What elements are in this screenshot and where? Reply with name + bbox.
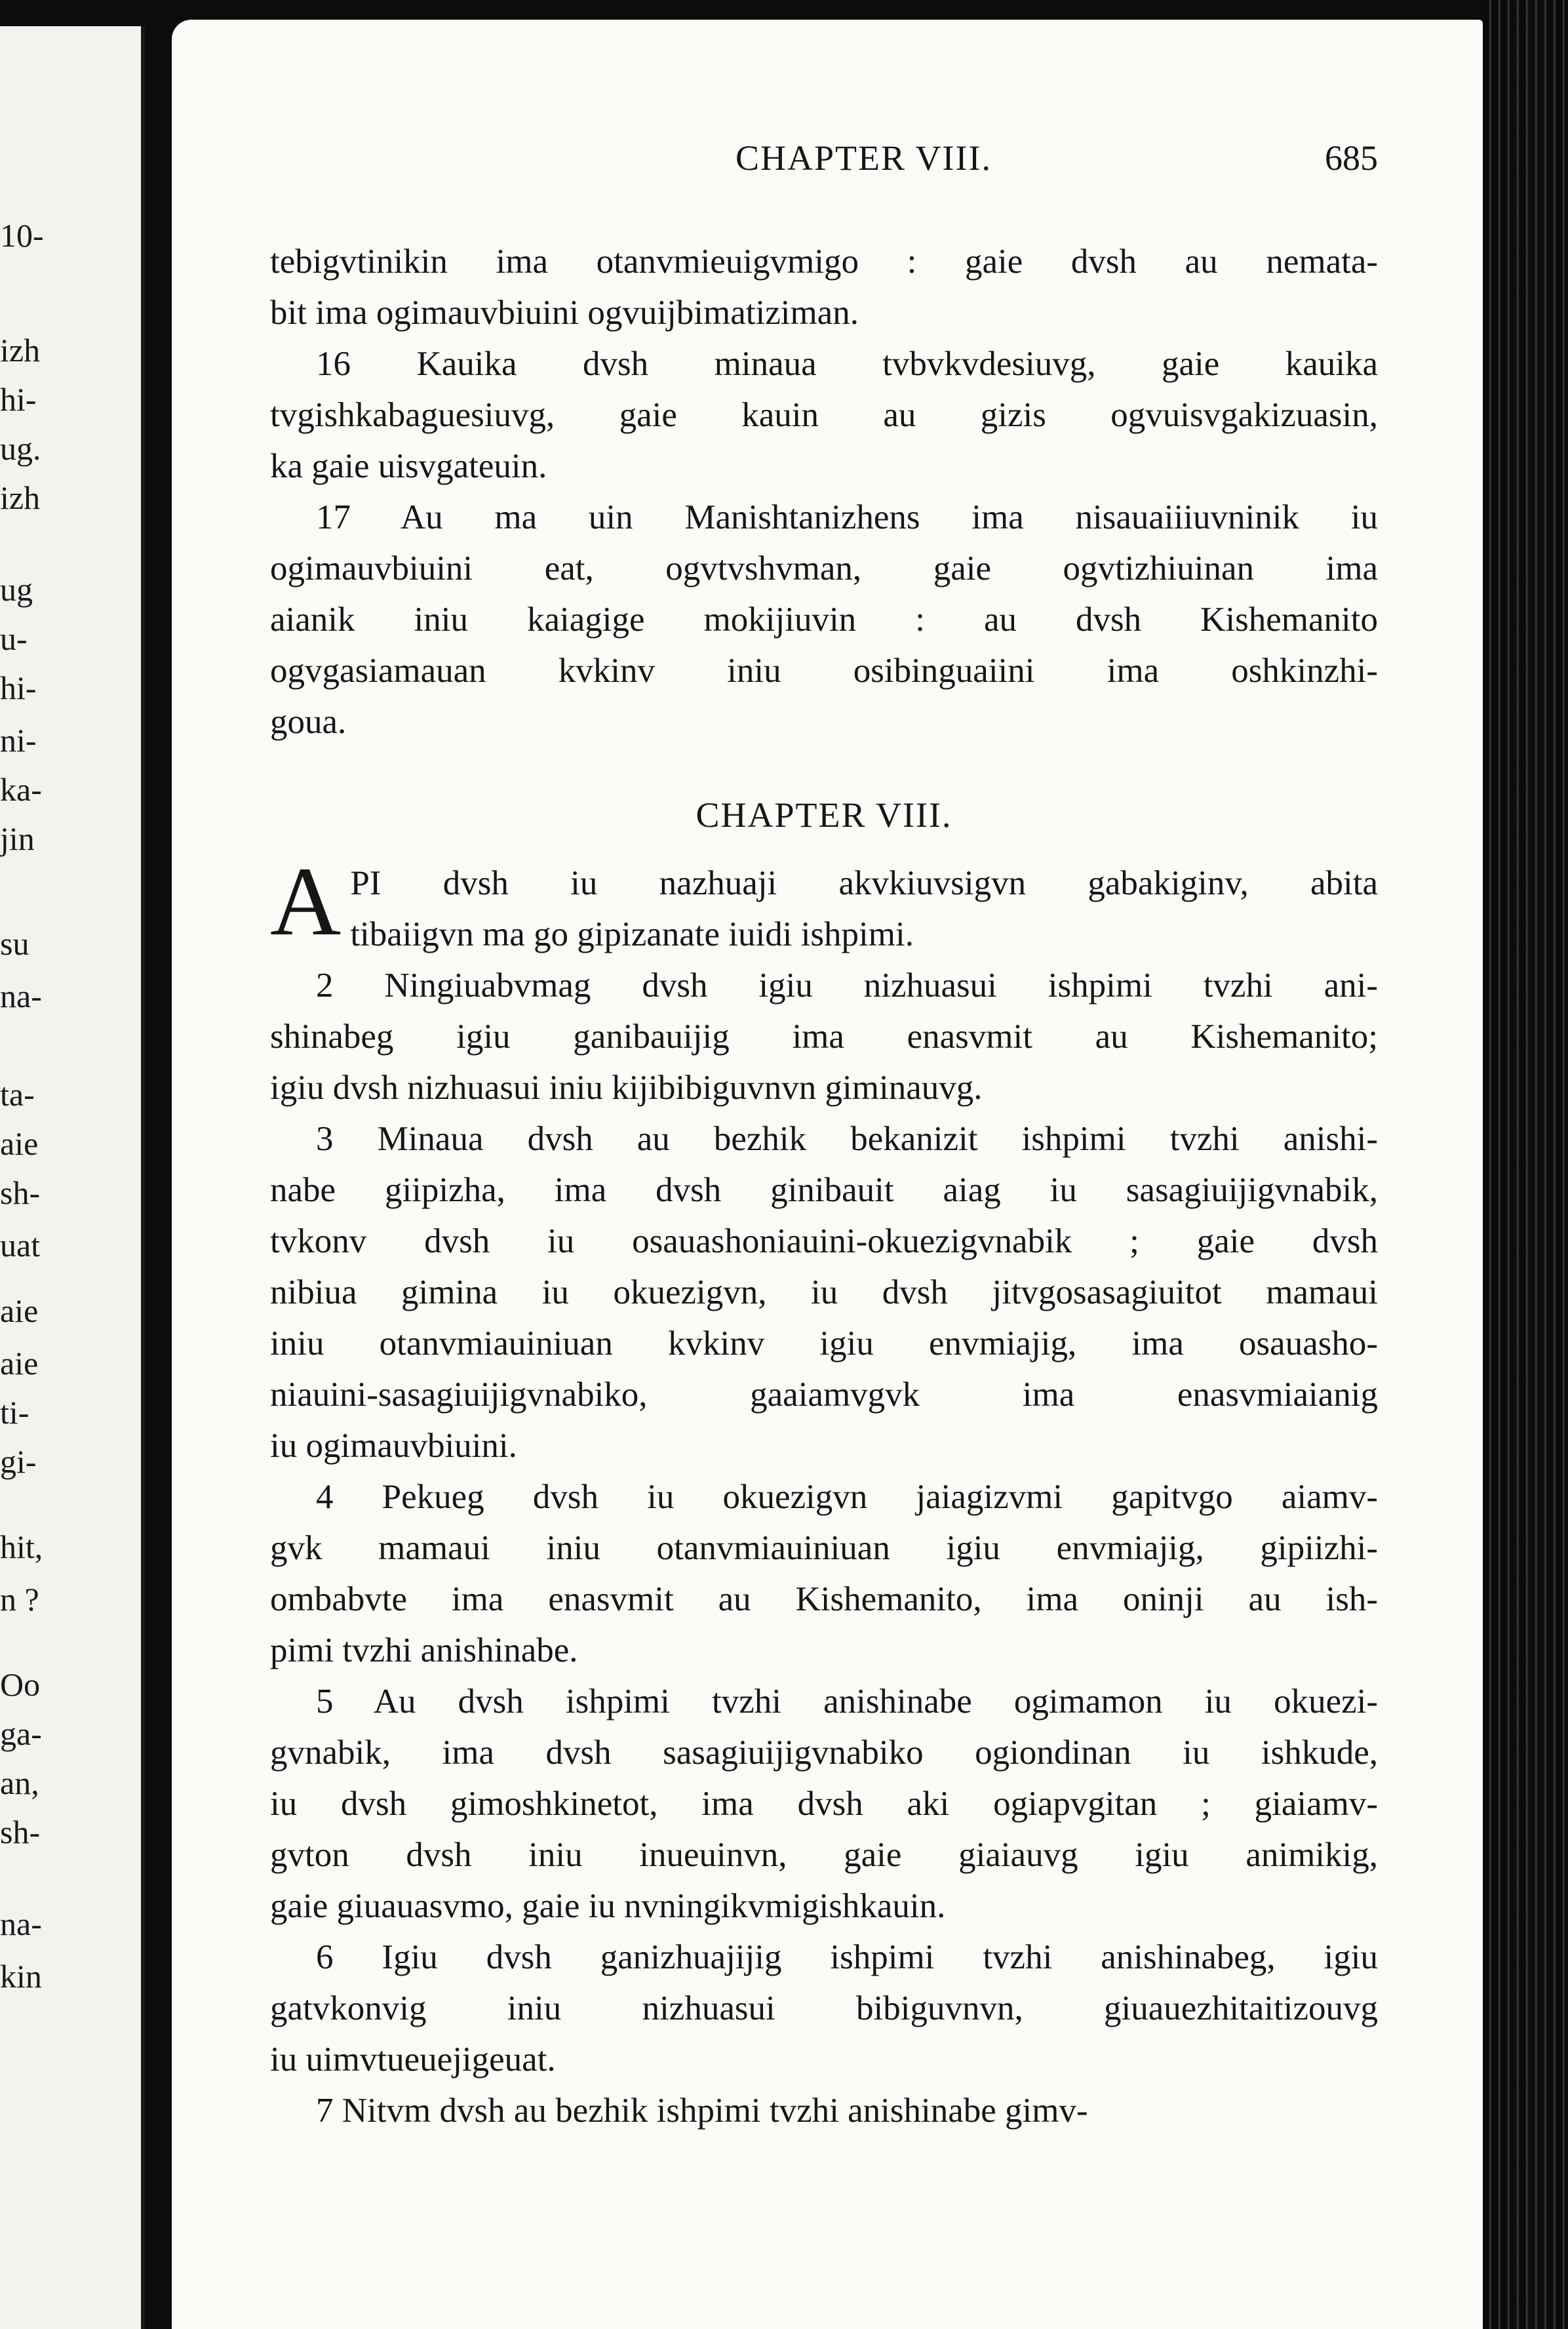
facing-page-fragment: ti- — [0, 1394, 29, 1431]
text-line: ogvgasiamauan kvkinv iniu osibinguaiini ima oshkinzhi- — [270, 652, 1378, 690]
text-line: tvgishkabaguesiuvg, gaie kauin au gizis ogvuisvgakizuasin, — [270, 396, 1378, 434]
verse-paragraph — [270, 492, 1378, 747]
facing-page-fragment: hi- — [0, 669, 37, 706]
text-line: iniu otanvmiauiniuan kvkinv igiu envmiajig, ima osauasho- — [270, 1324, 1378, 1363]
page-stack-edge — [1483, 0, 1568, 2329]
drop-cap: A — [270, 847, 342, 956]
facing-page-fragment: hit, — [0, 1528, 43, 1565]
carry-over-paragraph — [270, 236, 1378, 338]
text-line: niauini-sasagiuijigvnabiko, gaaiamvgvk ima enasvmiaianig — [270, 1376, 1378, 1414]
verse-paragraph — [270, 1676, 1378, 1932]
text-line: tvkonv dvsh iu osauashoniauini-okuezigvnabik ; gaie dvsh — [270, 1222, 1378, 1260]
facing-page-fragment: kin — [0, 1958, 42, 1995]
text-line: 16 Kauika dvsh minaua tvbvkvdesiuvg, gaie kauika — [316, 345, 1378, 383]
verse-paragraph — [270, 338, 1378, 492]
facing-page-fragment: uat — [0, 1227, 41, 1264]
text-line: iu ogimauvbiuini. — [270, 1427, 517, 1465]
facing-page-fragment: izh — [0, 479, 41, 516]
text-line: tebigvtinikin ima otanvmieuigvmigo : gaie dvsh au nemata- — [270, 243, 1378, 281]
facing-page-fragment: ug. — [0, 430, 41, 467]
facing-page-fragment: aie — [0, 1292, 39, 1329]
facing-page-fragment: hi- — [0, 381, 37, 418]
text-line: ogimauvbiuini eat, ogvtvshvman, gaie ogvtizhiuinan ima — [270, 549, 1378, 587]
text-line: igiu dvsh nizhuasui iniu kijibibiguvnvn giminauvg. — [270, 1069, 983, 1107]
facing-page-fragment: jin — [0, 820, 35, 857]
text-line: goua. — [270, 703, 347, 741]
text-line: 17 Au ma uin Manishtanizhens ima nisauaiiiuvninik iu — [316, 498, 1378, 536]
text-line: tibaiigvn ma go gipizanate iuidi ishpimi. — [350, 915, 914, 953]
text-line: iu dvsh gimoshkinetot, ima dvsh aki ogiapvgitan ; giaiamv- — [270, 1785, 1378, 1823]
facing-page-fragment: sh- — [0, 1174, 41, 1211]
verse-paragraph — [270, 2085, 1378, 2136]
text-line: 3 Minaua dvsh au bezhik bekanizit ishpimi tvzhi anishi- — [316, 1120, 1378, 1158]
facing-page-edge — [0, 26, 145, 2329]
text-line: 6 Igiu dvsh ganizhuajijig ishpimi tvzhi anishinabeg, igiu — [316, 1938, 1378, 1976]
facing-page-fragment: izh — [0, 332, 41, 368]
facing-page-fragment: ga- — [0, 1715, 42, 1752]
text-line: PI dvsh iu nazhuaji akvkiuvsigvn gabakiginv, abita — [350, 864, 1378, 902]
text-line: nabe giipizha, ima dvsh ginibauit aiag iu sasagiuijigvnabik, — [270, 1171, 1378, 1209]
verse-paragraph — [270, 960, 1378, 1113]
verse-paragraph — [270, 1471, 1378, 1676]
text-line: gvk mamaui iniu otanvmiauiniuan igiu envmiajig, gipiizhi- — [270, 1529, 1378, 1567]
chapter-heading: CHAPTER VIII. — [696, 795, 952, 835]
facing-page-fragment: ka- — [0, 771, 42, 808]
text-line: gaie giuauasvmo, gaie iu nvningikvmigishkauin. — [270, 1887, 946, 1925]
text-line: ombabvte ima enasvmit au Kishemanito, ima oninji au ish- — [270, 1580, 1378, 1618]
facing-page-fragment: ug — [0, 571, 33, 608]
text-line: ka gaie uisvgateuin. — [270, 447, 547, 485]
facing-page-fragment: sh- — [0, 1814, 41, 1850]
facing-page-fragment: na- — [0, 1905, 42, 1942]
text-line: 5 Au dvsh ishpimi tvzhi anishinabe ogimamon iu okuezi- — [316, 1682, 1378, 1721]
facing-page-fragment: ta- — [0, 1076, 35, 1113]
opening-paragraph — [270, 847, 1378, 960]
verse-paragraph — [270, 1932, 1378, 2085]
facing-page-fragment: aie — [0, 1125, 39, 1162]
text-line: bit ima ogimauvbiuini ogvuijbimatiziman. — [270, 294, 859, 332]
text-line: gvnabik, ima dvsh sasagiuijigvnabiko ogiondinan iu ishkude, — [270, 1734, 1378, 1772]
facing-page-fragment: ni- — [0, 722, 37, 759]
facing-page-fragment: na- — [0, 978, 42, 1014]
facing-page-fragment: u- — [0, 620, 28, 657]
text-line: 4 Pekueg dvsh iu okuezigvn jaiagizvmi gapitvgo aiamv- — [316, 1478, 1378, 1516]
text-line: gvton dvsh iniu inueuinvn, gaie giaiauvg igiu animikig, — [270, 1836, 1378, 1874]
facing-page-fragment: 10- — [0, 217, 44, 254]
book-page — [172, 20, 1483, 2329]
running-head-title: CHAPTER VIII. — [735, 138, 992, 178]
verse-paragraph — [270, 1113, 1378, 1471]
text-line: 7 Nitvm dvsh au bezhik ishpimi tvzhi anishinabe gimv- — [316, 2092, 1088, 2130]
text-line: nibiua gimina iu okuezigvn, iu dvsh jitvgosasagiuitot mamaui — [270, 1273, 1378, 1311]
facing-page-fragment: gi- — [0, 1443, 37, 1480]
page-number: 685 — [1325, 138, 1378, 178]
facing-page-fragment: n ? — [0, 1581, 39, 1618]
facing-page-fragment: aie — [0, 1345, 39, 1382]
page-body — [270, 236, 1378, 2136]
running-head — [270, 138, 1378, 190]
facing-page-fragment: an, — [0, 1764, 39, 1801]
text-line: aianik iniu kaiagige mokijiuvin : au dvsh Kishemanito — [270, 601, 1378, 639]
text-line: gatvkonvig iniu nizhuasui bibiguvnvn, giuauezhitaitizouvg — [270, 1989, 1378, 2027]
text-line: iu uimvtueuejigeuat. — [270, 2040, 556, 2079]
text-line: pimi tvzhi anishinabe. — [270, 1631, 578, 1669]
text-line: 2 Ningiuabvmag dvsh igiu nizhuasui ishpimi tvzhi ani- — [316, 966, 1378, 1005]
text-line: shinabeg igiu ganibauijig ima enasvmit au Kishemanito; — [270, 1018, 1378, 1056]
facing-page-fragment: su — [0, 925, 29, 962]
facing-page-fragment: Oo — [0, 1666, 41, 1703]
